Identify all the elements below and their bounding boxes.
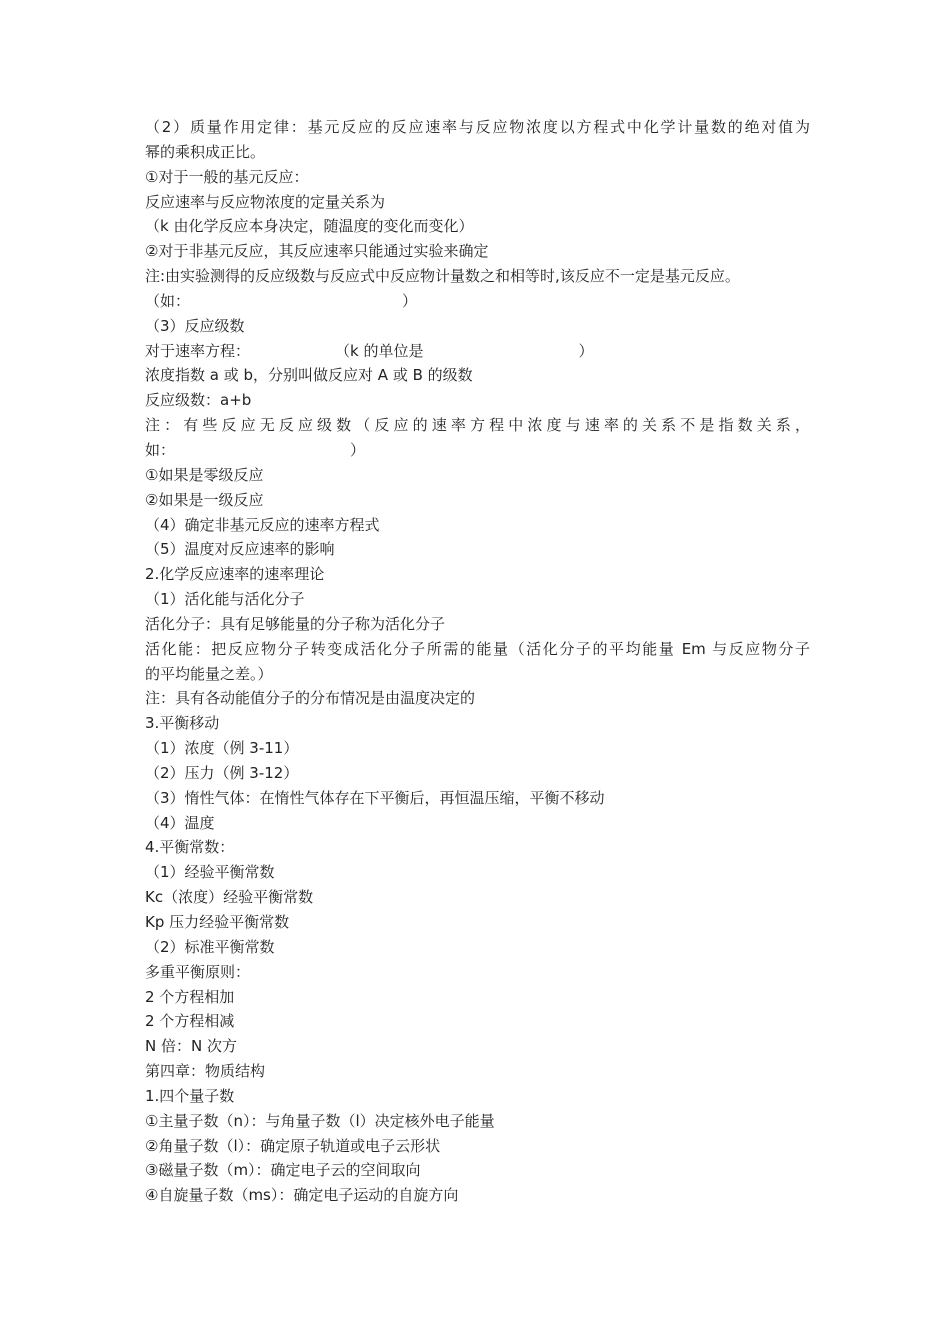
text-line: （4）温度 <box>145 813 215 832</box>
text-line: （2）压力（例 3-12） <box>145 763 299 782</box>
section-heading: （1）活化能与活化分子 <box>145 590 305 609</box>
text-line: （1）浓度（例 3-11） <box>145 739 299 758</box>
document-body <box>145 115 810 1208</box>
text-line-rate-equation <box>145 339 810 364</box>
example-open: （如： <box>145 291 191 310</box>
text-line: （1）经验平衡常数 <box>145 863 275 882</box>
text-line: 2 个方程相减 <box>145 1012 235 1031</box>
chapter-heading: 第四章：物质结构 <box>145 1062 266 1081</box>
text-line: （2）质量作用定律：基元反应的反应速率与反应物浓度以方程式中化学计量数的绝对值为 <box>145 118 810 136</box>
text-line: ④自旋量子数（ms）：确定电子运动的自旋方向 <box>145 1186 459 1205</box>
text-line: ③磁量子数（m）：确定电子云的空间取向 <box>145 1161 421 1180</box>
text-line: Kc（浓度）经验平衡常数 <box>145 888 314 907</box>
section-heading: 1.四个量子数 <box>145 1086 235 1105</box>
text-line: 反应速率与反应物浓度的定量关系为 <box>145 192 386 211</box>
section-heading: 4.平衡常数： <box>145 838 235 857</box>
paragraph-mass-action-law <box>145 115 810 165</box>
text-line: ①如果是零级反应 <box>145 465 264 484</box>
text-line: 注：具有各动能值分子的分布情况是由温度决定的 <box>145 689 476 708</box>
example-close: ） <box>402 291 418 310</box>
section-heading: 3.平衡移动 <box>145 714 220 733</box>
text-line-example <box>145 289 810 314</box>
text-line: 的平均能量之差。） <box>145 664 273 683</box>
text-line: Kp 压力经验平衡常数 <box>145 913 290 931</box>
text-line: 活化能：把反应物分子转变成活化分子所需的能量（活化分子的平均能量 Em 与反应物分子 <box>145 639 810 658</box>
text-line: 注：有些反应无反应级数（反应的速率方程中浓度与速率的关系不是指数关系， <box>145 416 810 435</box>
k-unit-close: ） <box>578 341 594 360</box>
text-line: ②如果是一级反应 <box>145 490 264 509</box>
text-line: 多重平衡原则： <box>145 962 251 981</box>
text-line: 2 个方程相加 <box>145 987 235 1006</box>
text-line: ②对于非基元反应，其反应速率只能通过实验来确定 <box>145 242 489 261</box>
text-line-example <box>145 438 810 463</box>
section-heading: 2.化学反应速率的速率理论 <box>145 565 325 584</box>
text-line: 活化分子：具有足够能量的分子称为活化分子 <box>145 614 446 633</box>
rate-equation-label: 对于速率方程： <box>145 341 251 360</box>
section-heading: （5）温度对反应速率的影响 <box>145 540 335 559</box>
paragraph-no-order-note <box>145 413 810 463</box>
section-heading: （4）确定非基元反应的速率方程式 <box>145 515 380 534</box>
text-line: 浓度指数 a 或 b，分别叫做反应对 A 或 B 的级数 <box>145 366 473 385</box>
k-unit-label: （k 的单位是 <box>335 341 424 360</box>
example-open: 如： <box>145 440 176 459</box>
text-line: ②角量子数（l）：确定原子轨道或电子云形状 <box>145 1136 441 1155</box>
text-line: 反应级数：a+b <box>145 391 252 410</box>
text-line: （2）标准平衡常数 <box>145 937 275 956</box>
section-heading: （3）反应级数 <box>145 316 245 335</box>
text-line: 幂的乘积成正比。 <box>145 142 266 161</box>
example-close: ） <box>350 440 366 459</box>
text-line: ①主量子数（n）：与角量子数（l）决定核外电子能量 <box>145 1111 495 1130</box>
paragraph-activation-energy <box>145 637 810 687</box>
text-line: N 倍：N 次方 <box>145 1037 237 1056</box>
text-line: （k 由化学反应本身决定，随温度的变化而变化） <box>145 217 474 236</box>
text-line: ①对于一般的基元反应： <box>145 167 309 186</box>
text-line: 注:由实验测得的反应级数与反应式中反应物计量数之和相等时,该反应不一定是基元反应。 <box>145 267 740 286</box>
text-line: （3）惰性气体：在惰性气体存在下平衡后，再恒温压缩，平衡不移动 <box>145 788 605 807</box>
